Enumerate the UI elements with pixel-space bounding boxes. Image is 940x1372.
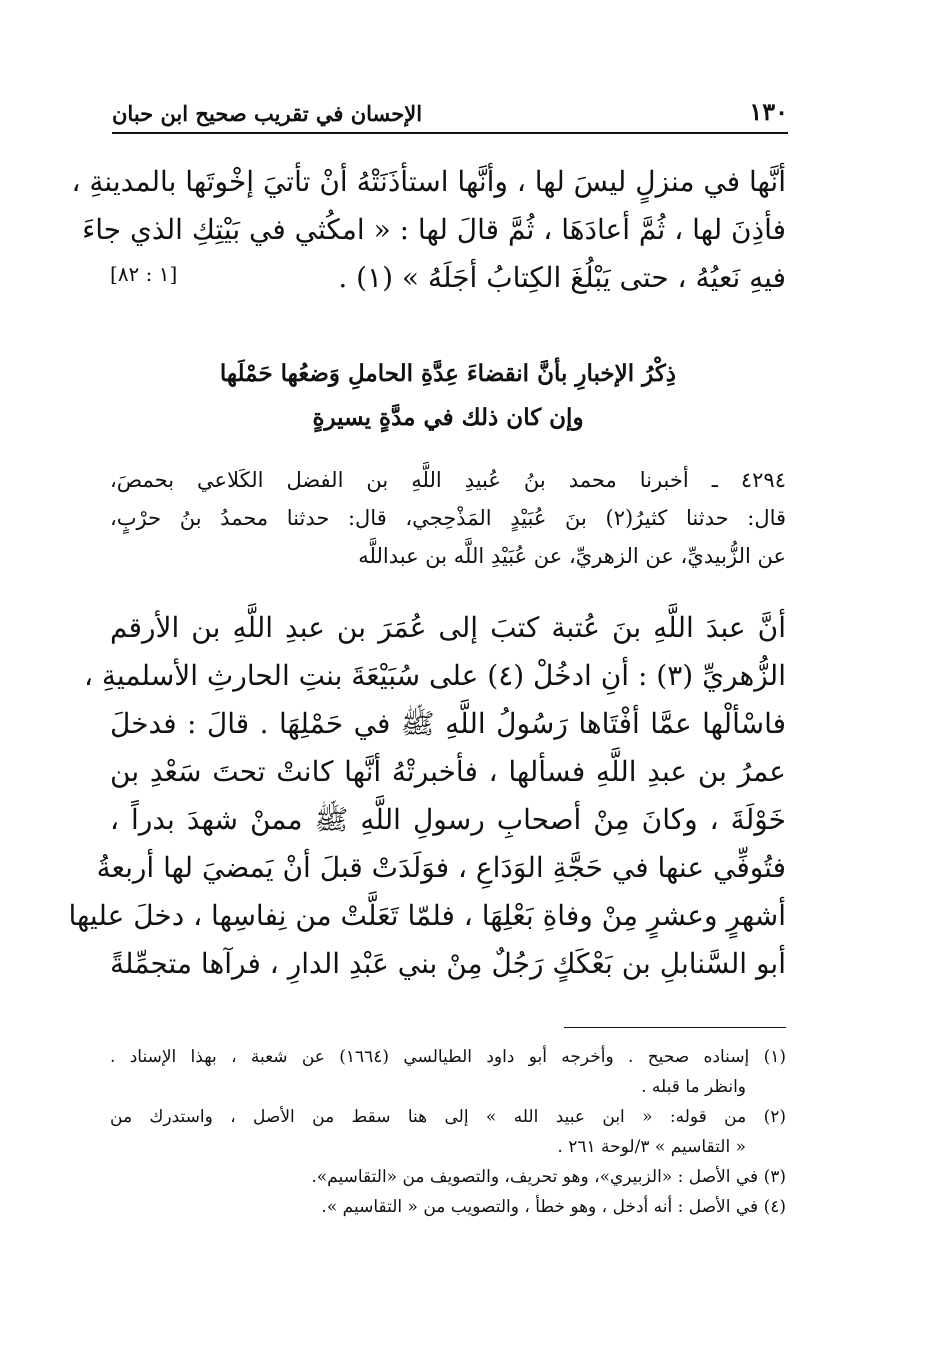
text-line: أشهرٍ وعشرٍ مِنْ وفاةِ بَعْلِهَا ، فلمّا تَعَلَّتْ من نِفاسِها ، دخلَ عليها (68, 899, 786, 932)
text-line: أبو السَّنابلِ بن بَعْكَكٍ رَجُلٌ مِنْ بني عَبْدِ الدارِ ، فرآها متجمِّلةً (110, 947, 786, 980)
chapter-heading (110, 352, 786, 440)
footnote-4: (٤) في الأصل : أنه أدخل ، وهو خطأ ، والتصويب من « التقاسيم ». (321, 1197, 786, 1217)
text-line: فأذِنَ لها ، ثُمَّ أعادَهَا ، ثُمَّ قالَ لها : « امكُثي في بَيْتِكِ الذي جاءَ (82, 213, 786, 246)
hadith-reference: [١ : ٨٢] (110, 262, 178, 286)
book-title: الإحسان في تقريب صحيح ابن حبان (112, 101, 423, 126)
running-header (112, 92, 788, 134)
text-line: عن الزُّبيديِّ، عن الزهريِّ، عن عُبَيْدِ اللَّه بن عبداللَّه (358, 544, 786, 568)
text-line: أنَّها في منزلٍ ليسَ لها ، وأنَّها استأذَنَتْهُ أنْ تأتيَ إخْوتَها بالمدينةِ ، (71, 165, 786, 198)
footnote-3: (٣) في الأصل : «الزبيري»، وهو تحريف، والتصويف من «التقاسيم». (311, 1167, 786, 1187)
text-line: خَوْلَةَ ، وكانَ مِنْ أصحابِ رسولِ اللَّهِ ﷺ ممنْ شهدَ بدراً ، (110, 803, 786, 836)
footnote-1: (١) إسناده صحيح . وأخرجه أبو داود الطيالسي (١٦٦٤) عن شعبة ، بهذا الإسناد . (110, 1047, 787, 1067)
text-line: قال: حدثنا كثيرُ(٢) بنَ عُبَيْدٍ المَذْحِجي، قال: حدثنا محمدُ بنُ حرْبٍ، (110, 506, 787, 530)
hadith-matn (68, 604, 786, 988)
text-line: فتُوفِّي عنها في حَجَّةِ الوَدَاعِ ، فوَلَدَتْ قبلَ أنْ يَمضيَ لها أربعةُ (96, 851, 786, 884)
text-line: عمرُ بن عبدِ اللَّهِ فسألها ، فأخبرتْهُ أنَّها كانتْ تحتَ سَعْدِ بن (110, 755, 786, 788)
footnote-2-continuation: « التقاسيم » ٣/لوحة ٢٦١ . (557, 1137, 746, 1157)
heading-line: وإن كان ذلك في مدَّةٍ يسيرةٍ (312, 404, 584, 431)
page-number: ١٣٠ (749, 97, 788, 126)
footnote-divider (564, 1027, 786, 1028)
text-line: أنَّ عبدَ اللَّهِ بنَ عُتبة كتبَ إلى عُمَرَ بن عبدِ اللَّهِ بن الأرقم (110, 611, 786, 644)
text-line: الزُّهريِّ (٣) : أنِ ادخُلْ (٤) على سُبَيْعَةَ بنتِ الحارثِ الأسلميةِ ، (83, 659, 786, 692)
footnote-1-continuation: وانظر ما قبله . (641, 1077, 746, 1097)
footnotes (110, 1042, 786, 1222)
footnote-2: (٢) من قوله: « ابن عبيد الله » إلى هنا سقط من الأصل ، واستدرك من (110, 1107, 786, 1127)
heading-line: ذِكْرُ الإخبارِ بأنَّ انقضاءَ عِدَّةِ الحاملِ وَضعُها حَمْلَها (219, 360, 677, 387)
text-line: فاسْألْها عمَّا أفْتَاها رَسُولُ اللَّهِ ﷺ في حَمْلِهَا . قالَ : فدخلَ (110, 707, 786, 740)
text-line: ٤٢٩٤ ـ أخبرنا محمد بنُ عُبيدِ اللَّهِ بن الفضل الكَلاعي بحمصَ، (110, 468, 786, 492)
isnad-chain (110, 461, 786, 575)
text-line: فيهِ نَعيُهُ ، حتى يَبْلُغَ الكِتابُ أجَلَهُ » (١) . (338, 261, 786, 294)
continued-hadith-text (71, 158, 786, 302)
